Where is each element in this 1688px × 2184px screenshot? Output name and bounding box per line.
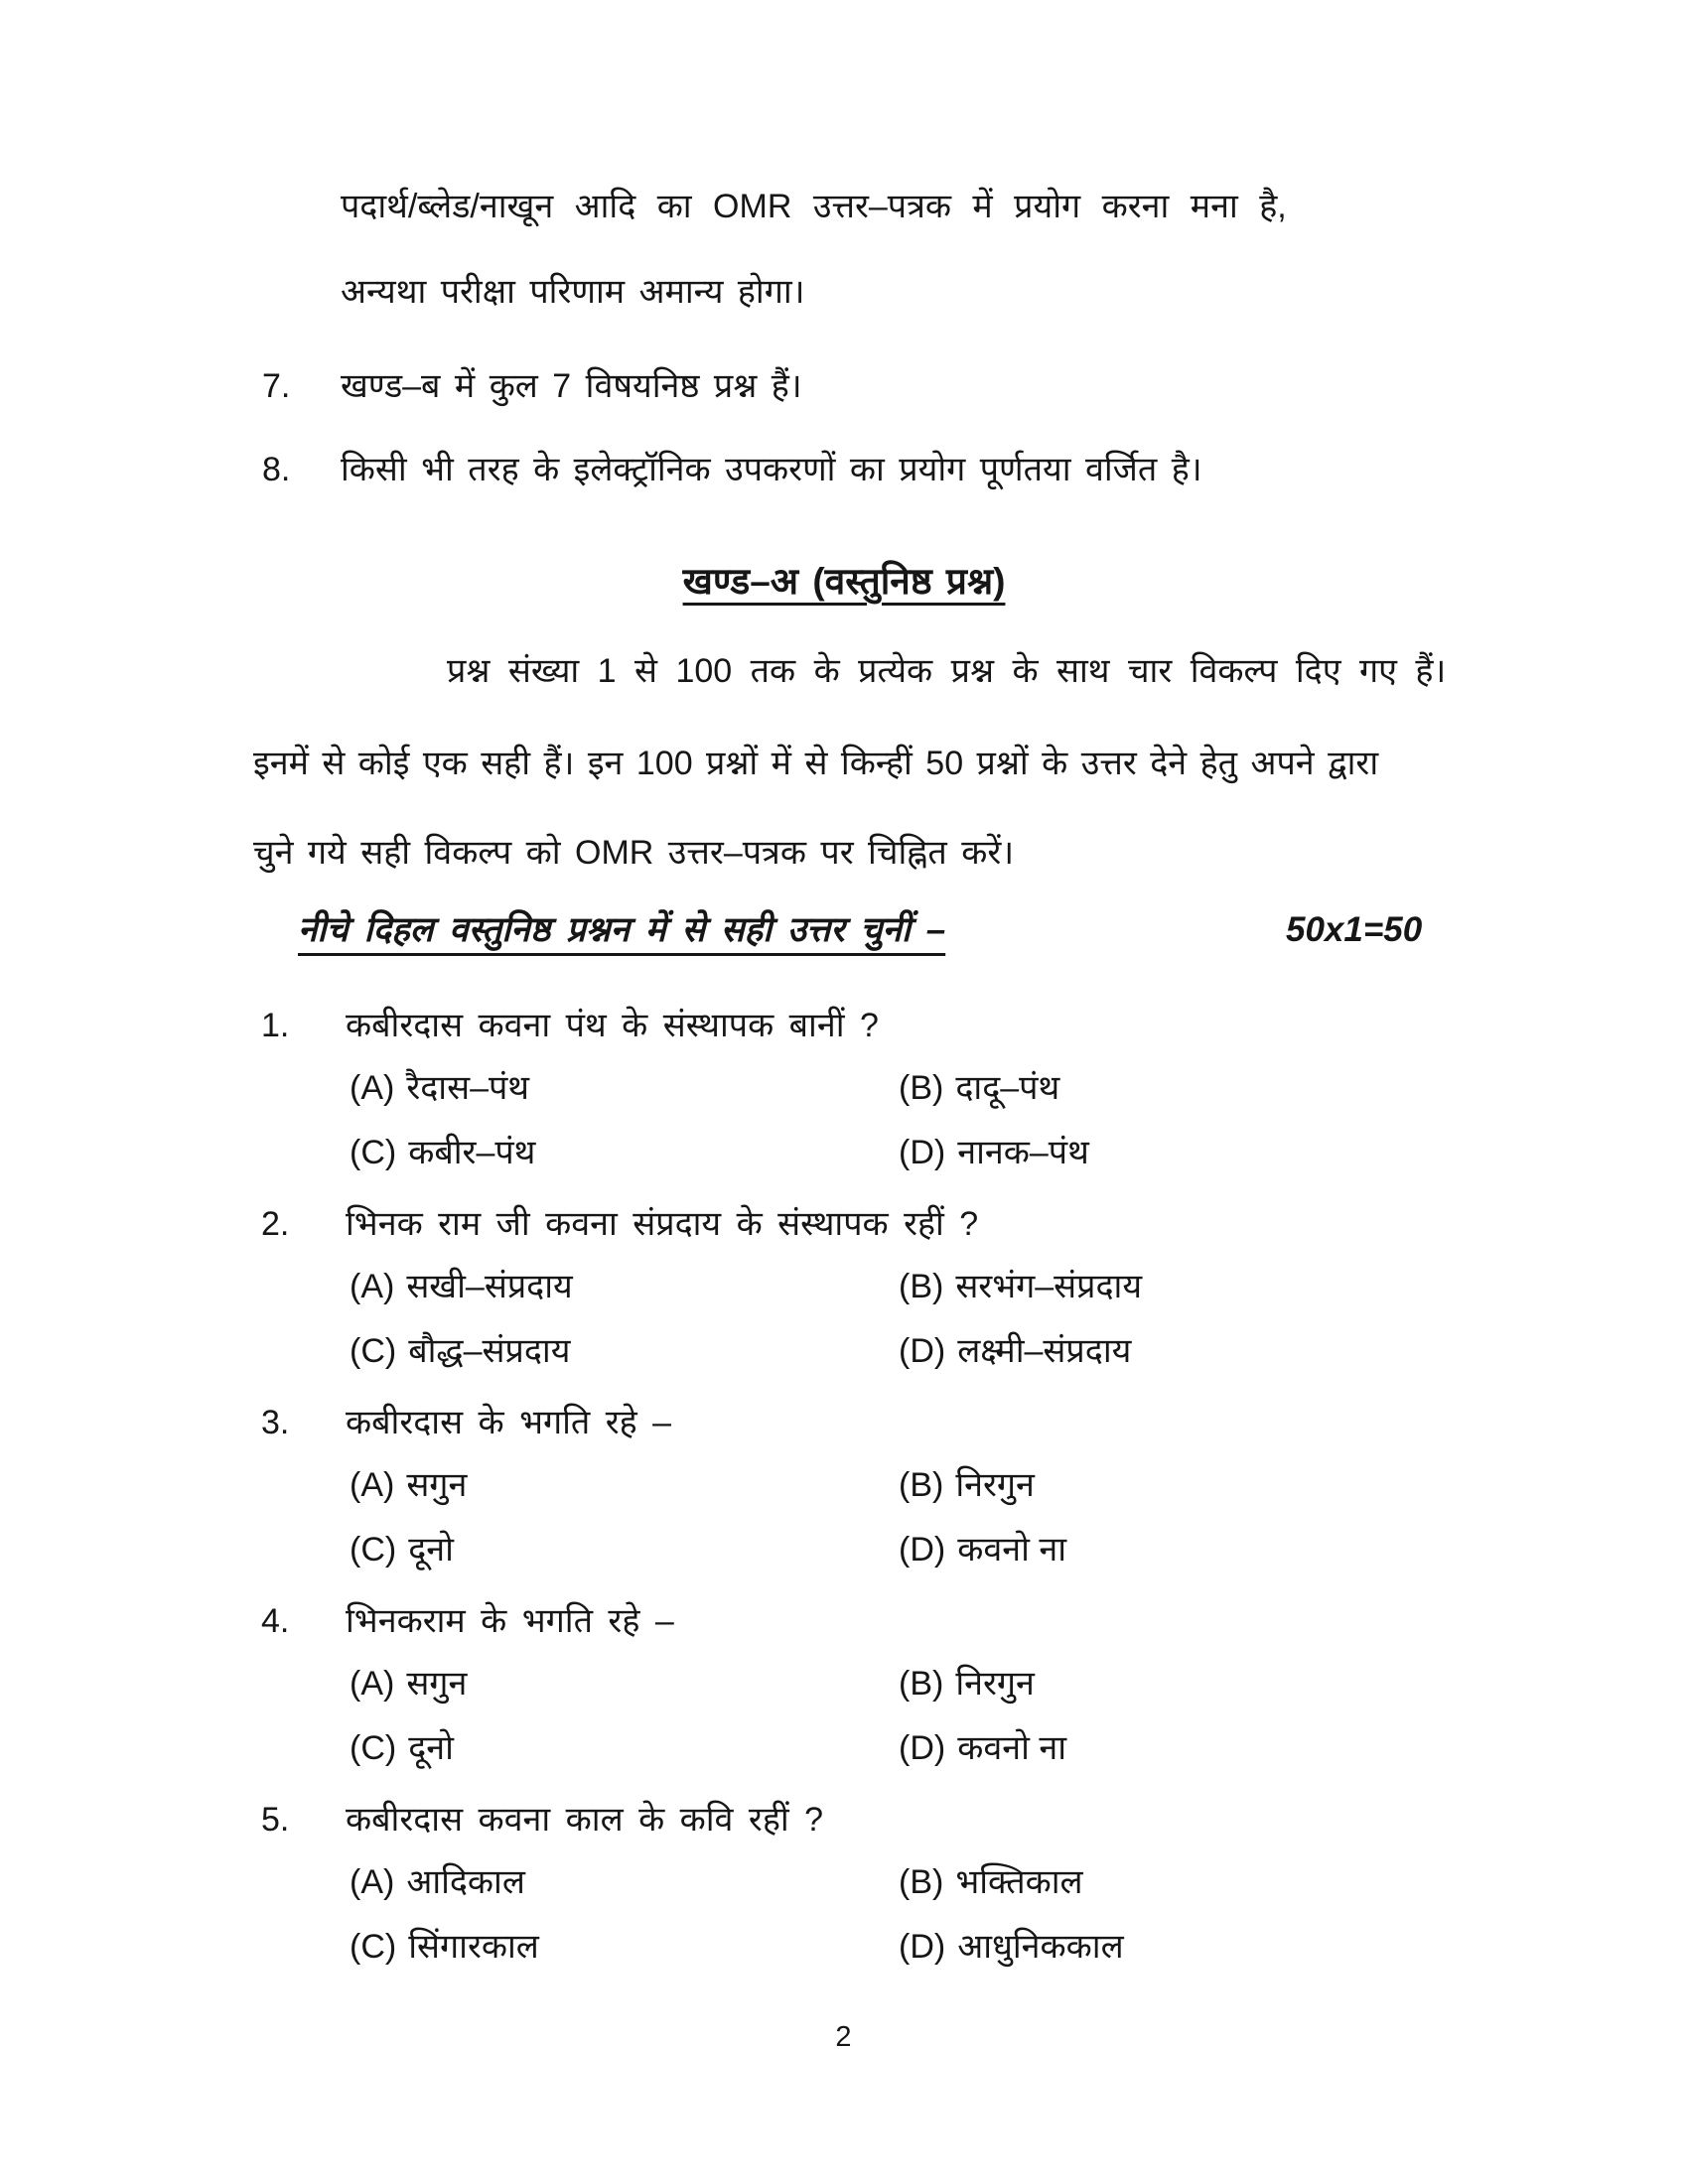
question-3-number: 3.	[261, 1404, 290, 1441]
question-5	[0, 1799, 1688, 1997]
option-b-label: (B)	[899, 1069, 944, 1107]
intro-line-2: इनमें से कोई एक सही हैं। इन 100 प्रश्नों में से किन्हीं 50 प्रश्नों के उत्तर देने हेतु अपने द्वारा	[253, 745, 1379, 782]
option-a-label: (A)	[350, 1069, 395, 1107]
option-c-text: सिंगारकाल	[408, 1928, 539, 1966]
option-d-text: कवनो ना	[957, 1531, 1067, 1569]
option-d-text: लक्ष्मी–संप्रदाय	[957, 1332, 1132, 1370]
question-2-option-a	[350, 1266, 573, 1308]
question-1-option-a	[350, 1067, 529, 1110]
question-3-option-a	[350, 1464, 467, 1507]
option-a-label: (A)	[350, 1863, 395, 1901]
instruction-continuation-line-2: अन्यथा परीक्षा परिणाम अमान्य होगा।	[341, 273, 805, 311]
instruction-continuation-line-1: पदार्थ/ब्लेड/नाखून आदि का OMR उत्तर–पत्रक में प्रयोग करना मना है,	[341, 188, 1287, 225]
option-b-text: भक्तिकाल	[955, 1863, 1083, 1901]
question-1-option-b	[899, 1067, 1059, 1110]
question-4-option-b	[899, 1663, 1035, 1706]
option-d-text: नानक–पंथ	[957, 1134, 1089, 1171]
question-4-option-d	[899, 1727, 1066, 1770]
question-2	[0, 1203, 1688, 1402]
question-5-option-d	[899, 1926, 1124, 1969]
instruction-8-number: 8.	[262, 451, 291, 488]
question-4-option-c	[350, 1727, 454, 1770]
option-b-label: (B)	[899, 1863, 944, 1901]
option-a-text: रैदास–पंथ	[406, 1069, 530, 1107]
question-5-option-a	[350, 1861, 525, 1904]
option-c-label: (C)	[350, 1332, 397, 1370]
instruction-7-number: 7.	[262, 367, 291, 405]
option-c-text: बौद्ध–संप्रदाय	[408, 1332, 571, 1370]
question-2-text: भिनक राम जी कवना संप्रदाय के संस्थापक रहीं ?	[346, 1205, 979, 1243]
question-4-text: भिनकराम के भगति रहे –	[346, 1602, 674, 1640]
option-d-text: कवनो ना	[957, 1729, 1067, 1767]
intro-line-3: चुने गये सही विकल्प को OMR उत्तर–पत्रक पर चिह्नित करें।	[253, 834, 1015, 872]
instruction-7-text: खण्ड–ब में कुल 7 विषयनिष्ठ प्रश्न हैं।	[341, 367, 802, 405]
option-a-label: (A)	[350, 1466, 395, 1504]
option-b-text: सरभंग–संप्रदाय	[955, 1268, 1143, 1305]
option-d-label: (D)	[899, 1729, 946, 1767]
option-c-label: (C)	[350, 1134, 397, 1171]
option-a-text: आदिकाल	[406, 1863, 525, 1901]
option-b-label: (B)	[899, 1268, 944, 1305]
question-1-text: कबीरदास कवना पंथ के संस्थापक बानीं ?	[346, 1007, 879, 1044]
question-3-option-d	[899, 1529, 1066, 1571]
option-a-label: (A)	[350, 1665, 395, 1703]
question-4-number: 4.	[261, 1602, 290, 1640]
section-heading: खण्ड–अ (वस्तुनिष्ठ प्रश्न)	[682, 561, 1006, 602]
question-4-option-a	[350, 1663, 467, 1706]
question-2-number: 2.	[261, 1205, 290, 1243]
option-d-label: (D)	[899, 1332, 946, 1370]
option-c-text: कबीर–पंथ	[408, 1134, 536, 1171]
option-d-text: आधुनिककाल	[957, 1928, 1124, 1966]
option-c-label: (C)	[350, 1928, 397, 1966]
option-b-label: (B)	[899, 1466, 944, 1504]
option-a-text: सखी–संप्रदाय	[406, 1268, 573, 1305]
question-5-option-c	[350, 1926, 539, 1969]
question-1	[0, 1005, 1688, 1203]
option-a-text: सगुन	[406, 1466, 468, 1504]
question-2-option-b	[899, 1266, 1142, 1308]
option-c-text: दूनो	[408, 1729, 454, 1767]
option-c-label: (C)	[350, 1531, 397, 1569]
question-5-text: कबीरदास कवना काल के कवि रहीं ?	[346, 1801, 824, 1839]
option-b-label: (B)	[899, 1665, 944, 1703]
question-1-option-d	[899, 1132, 1089, 1174]
instruction-8-text: किसी भी तरह के इलेक्ट्रॉनिक उपकरणों का प्रयोग पूर्णतया वर्जित है।	[341, 451, 1202, 488]
option-a-text: सगुन	[406, 1665, 468, 1703]
option-d-label: (D)	[899, 1928, 946, 1966]
option-b-text: निरगुन	[955, 1665, 1035, 1703]
marks-scheme: 50x1=50	[1286, 910, 1423, 949]
question-1-number: 1.	[261, 1007, 290, 1044]
question-2-option-d	[899, 1330, 1131, 1373]
question-3-text: कबीरदास के भगति रहे –	[346, 1404, 672, 1441]
option-b-text: निरगुन	[955, 1466, 1035, 1504]
question-3	[0, 1402, 1688, 1600]
option-c-label: (C)	[350, 1729, 397, 1767]
question-5-option-b	[899, 1861, 1083, 1904]
intro-line-1: प्रश्न संख्या 1 से 100 तक के प्रत्येक प्रश्न के साथ चार विकल्प दिए गए हैं।	[447, 652, 1447, 690]
question-1-option-c	[350, 1132, 535, 1174]
option-b-text: दादू–पंथ	[955, 1069, 1060, 1107]
question-4	[0, 1600, 1688, 1799]
question-3-option-b	[899, 1464, 1035, 1507]
question-3-option-c	[350, 1529, 454, 1571]
option-a-label: (A)	[350, 1268, 395, 1305]
question-5-number: 5.	[261, 1801, 290, 1839]
page-number: 2	[835, 2021, 853, 2053]
option-c-text: दूनो	[408, 1531, 454, 1569]
question-2-option-c	[350, 1330, 570, 1373]
direction-line: नीचे दिहल वस्तुनिष्ठ प्रश्नन में से सही उत्तर चुनीं –	[298, 910, 946, 949]
option-d-label: (D)	[899, 1531, 946, 1569]
option-d-label: (D)	[899, 1134, 946, 1171]
